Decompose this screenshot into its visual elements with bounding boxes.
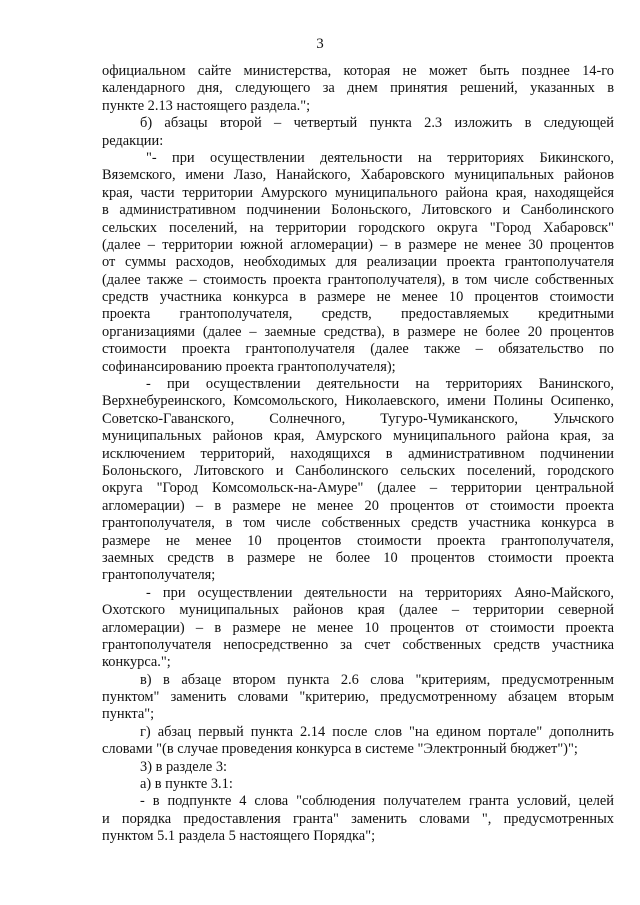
text-line: - в подпункте 4 слова "соблюдения получателем гранта условий, целей — [140, 793, 614, 810]
text-line: агломерации) – в размере не менее 10 процентов от стоимости проекта — [102, 619, 614, 636]
text-line: и порядка предоставления гранта" заменить словами ", предусмотренных — [102, 810, 614, 827]
text-line: (далее – территории южной агломерации) – в размере не менее 30 процентов — [102, 236, 614, 253]
paragraph — [102, 585, 614, 672]
text-line: грантополучателя непосредственно за счет собственных средств участника — [102, 636, 614, 653]
paragraph — [102, 672, 614, 724]
text-line: (далее также – стоимость проекта грантополучателя), в том числе собственных — [102, 271, 614, 288]
text-line: грантополучателя, в том числе собственных средств участника конкурса в — [102, 515, 614, 532]
text-line: средств участника конкурса в размере не менее 10 процентов стоимости — [102, 289, 614, 306]
text-line: б) абзацы второй – четвертый пункта 2.3 изложить в следующей — [140, 115, 614, 132]
text-line: грантополучателя; — [102, 567, 216, 584]
text-line: а) в пункте 3.1: — [140, 776, 233, 793]
text-line: 3) в разделе 3: — [140, 758, 228, 775]
paragraph — [102, 63, 614, 115]
text-line: организациями (далее – заемные средства), в размере не более 20 процентов — [102, 323, 614, 340]
paragraph — [102, 150, 614, 376]
text-line: в) в абзаце втором пункта 2.6 слова "критериям, предусмотренным — [140, 671, 614, 688]
text-line: стоимости проекта грантополучателя (далее также – обязательство по — [102, 341, 614, 358]
paragraph — [102, 776, 614, 793]
text-line: - при осуществлении деятельности на территориях Ванинского, — [146, 376, 614, 393]
text-line: пунктом 5.1 раздела 5 настоящего Порядка"; — [102, 828, 376, 845]
text-line: Болоньского, Литовского и Санболинского сельских поселений, городского — [102, 462, 614, 479]
text-line: "- при осуществлении деятельности на территориях Бикинского, — [146, 149, 614, 166]
text-line: Верхнебуреинского, Комсомольского, Николаевского, имени Полины Осипенко, — [102, 393, 614, 410]
text-line: Вяземского, имени Лазо, Нанайского, Хабаровского муниципальных районов — [102, 167, 614, 184]
text-line: словами "(в случае проведения конкурса в системе "Электронный бюджет")"; — [102, 741, 578, 758]
text-line: заемных средств в размере не более 10 процентов стоимости проекта — [102, 549, 614, 566]
text-line: конкурса."; — [102, 654, 171, 671]
text-line: календарного дня, следующего за днем принятия решений, указанных в — [102, 80, 614, 97]
text-line: агломерации) – в размере не менее 20 процентов от стоимости проекта — [102, 497, 614, 514]
text-line: от суммы расходов, необходимых для реализации проекта грантополучателя — [102, 254, 614, 271]
text-line: края, части территории Амурского муниципального района края, находящейся — [102, 184, 614, 201]
text-line: пункте 2.13 настоящего раздела."; — [102, 97, 311, 114]
text-line: пунктом" заменить словами "критерию, предусмотренному абзацем вторым — [102, 689, 614, 706]
paragraph — [102, 759, 614, 776]
page-number: 3 — [316, 36, 324, 52]
text-line: г) абзац первый пункта 2.14 после слов "на едином портале" дополнить — [140, 723, 614, 740]
text-line: софинансированию проекта грантополучателя); — [102, 358, 396, 375]
text-line: исключением территорий, находящихся в административном подчинении — [102, 445, 614, 462]
text-line: сельских поселений, на территории городского округа "Город Хабаровск" — [102, 219, 614, 236]
document-body — [102, 63, 614, 846]
text-line: в административном подчинении Болоньского, Литовского и Санболинского — [102, 202, 614, 219]
text-line: муниципальных районов края, Амурского муниципального района края, за — [102, 428, 614, 445]
text-line: Советско-Гаванского, Солнечного, Тугуро-Чумиканского, Ульчского — [102, 410, 614, 427]
paragraph — [102, 793, 614, 845]
text-line: пункта"; — [102, 706, 155, 723]
text-line: редакции: — [102, 132, 164, 149]
paragraph — [102, 115, 614, 150]
text-line: Охотского муниципальных районов края (далее – территории северной — [102, 602, 614, 619]
text-line: размере не менее 10 процентов стоимости проекта грантополучателя, — [102, 532, 614, 549]
text-line: официальном сайте министерства, которая не может быть позднее 14-го — [102, 63, 614, 79]
text-line: округа "Город Комсомольск-на-Амуре" (далее – территории центральной — [102, 480, 614, 497]
text-line: проекта грантополучателя, средств, предоставляемых кредитными — [102, 306, 614, 323]
text-line: - при осуществлении деятельности на территориях Аяно-Майского, — [146, 584, 614, 601]
paragraph — [102, 724, 614, 759]
paragraph — [102, 376, 614, 585]
